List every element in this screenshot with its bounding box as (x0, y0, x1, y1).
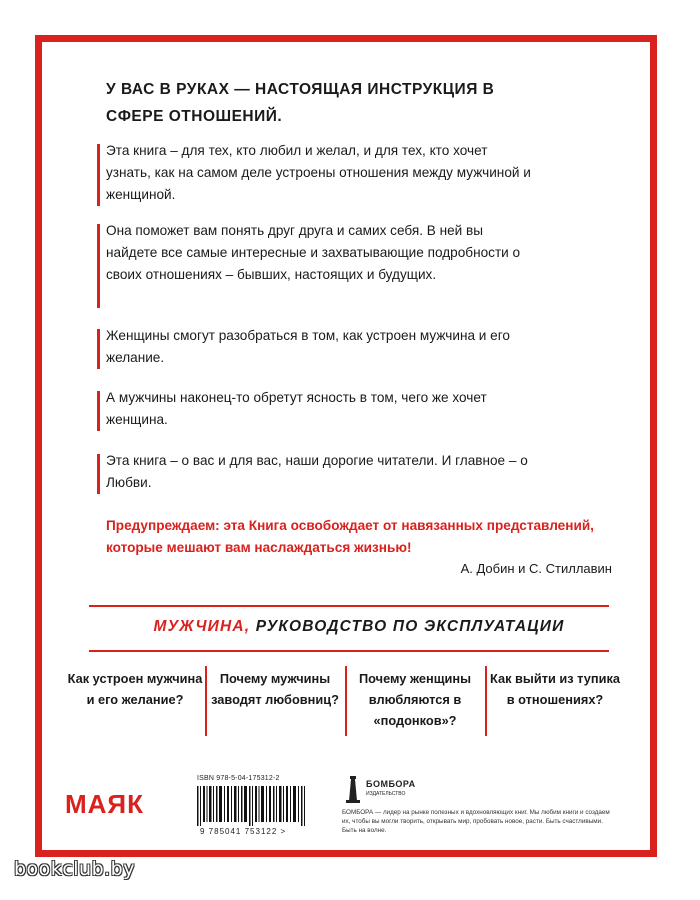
barcode-digits: 9 785041 753122 > (200, 827, 287, 836)
imprint-logo: МАЯК (65, 789, 144, 819)
question-3: Почему женщины влюбляются в «подонков»? (345, 664, 485, 744)
cover-heading: У ВАС В РУКАХ — НАСТОЯЩАЯ ИНСТРУКЦИЯ В СФЕРЕ ОТНОШЕНИЙ. (106, 81, 495, 125)
paragraph-text: Эта книга – о вас и для вас, наши дорогие читатели. И главное – о Любви. (106, 453, 528, 490)
divider-bottom (89, 650, 609, 652)
series-title-part1: МУЖЧИНА, (153, 618, 251, 635)
paragraph-text: Она поможет вам понять друг друга и самих себя. В ней вы найдете все самые интересные и захватывающие подробности о своих отношениях – бывших, настоящих и будущих. (106, 223, 521, 282)
questions-row (65, 664, 625, 744)
publisher-sub: ИЗДАТЕЛЬСТВО (366, 791, 406, 797)
paragraph-3 (106, 325, 536, 369)
accent-bar (97, 454, 100, 494)
watermark: bookclub.by (14, 858, 135, 880)
barcode (197, 786, 307, 826)
authors: А. Добин и С. Стиллавин (460, 561, 612, 576)
paragraph-text: Женщины смогут разобраться в том, как устроен мужчина и его желание. (106, 328, 510, 365)
publisher-name: БОМБОРА (366, 779, 416, 789)
accent-bar (97, 391, 100, 431)
divider-top (89, 605, 609, 607)
accent-bar (97, 329, 100, 369)
series-title-part2: РУКОВОДСТВО ПО ЭКСПЛУАТАЦИИ (255, 618, 565, 635)
question-1: Как устроен мужчина и его желание? (67, 671, 203, 707)
accent-bar (97, 144, 100, 206)
question-2: Почему мужчины заводят любовниц? (205, 664, 345, 744)
paragraph-5 (106, 450, 536, 494)
paragraph-text: Эта книга – для тех, кто любил и желал, и для тех, кто хочет узнать, как на самом деле устроены отношения между мужчиной и женщиной. (106, 143, 531, 202)
paragraph-text: А мужчины наконец-то обретут ясность в том, чего же хочет женщина. (106, 390, 487, 427)
paragraph-1 (106, 140, 536, 206)
publisher-logo (342, 775, 422, 805)
paragraph-2 (106, 220, 536, 286)
warning-text: Предупреждаем: эта Книга освобождает от навязанных представлений, которые мешают вам наслаждаться жизнью! (106, 518, 594, 555)
accent-bar (97, 224, 100, 308)
publisher-text: БОМБОРА — лидер на рынке полезных и вдохновляющих книг. Мы любим книги и создаем их, чтобы вы могли творить, открывать мир, пробовать новое, расти. Быть счастливыми. Быть на волне. (342, 809, 610, 834)
lighthouse-icon (342, 775, 364, 803)
paragraph-4 (106, 387, 536, 431)
isbn: ISBN 978-5-04-175312-2 (197, 775, 280, 782)
question-4: Как выйти из тупика в отношениях? (485, 664, 625, 744)
series-title (89, 618, 629, 636)
